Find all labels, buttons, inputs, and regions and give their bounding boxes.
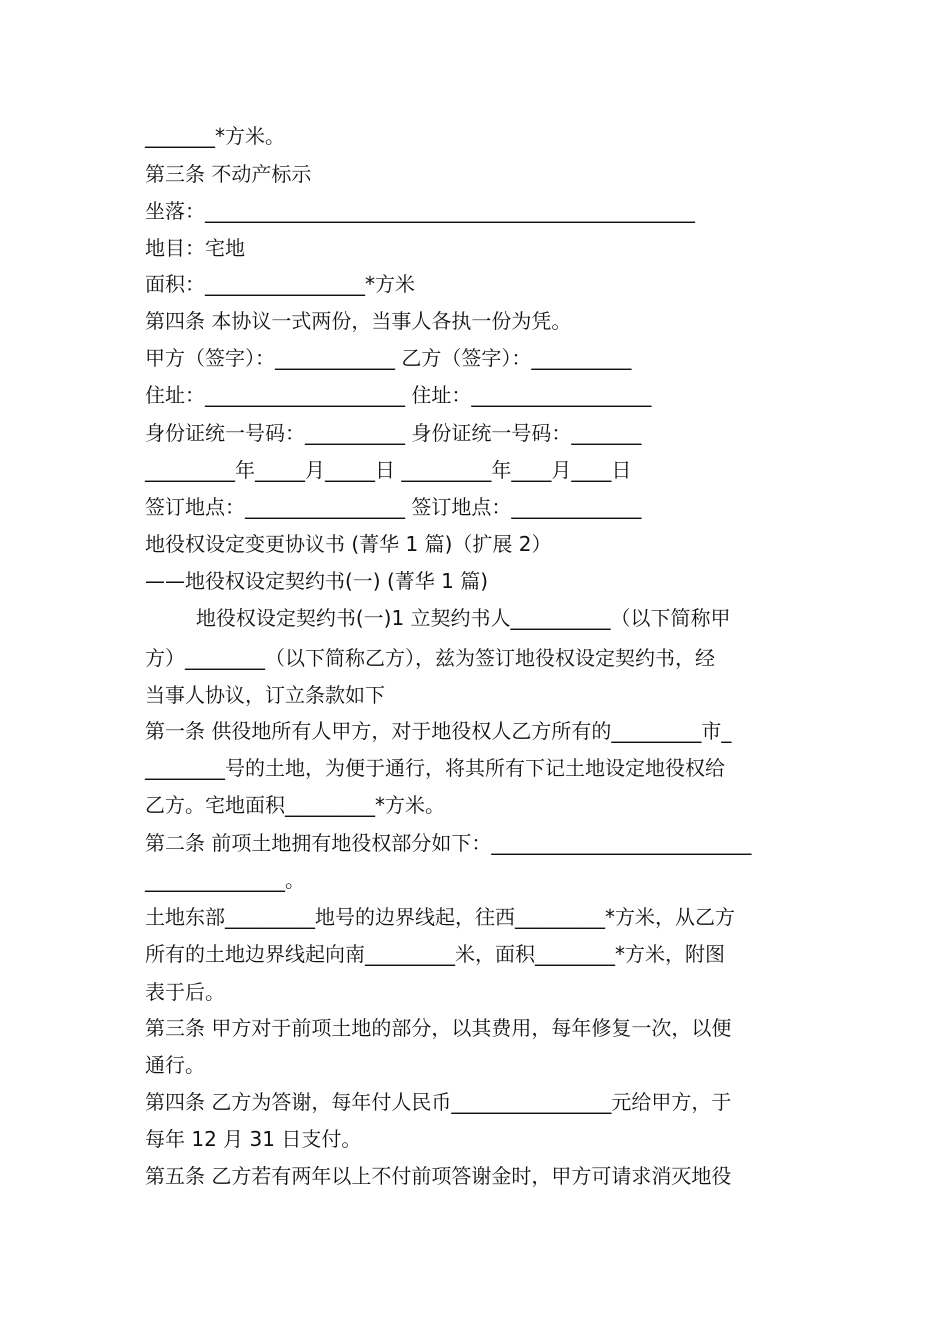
text-line: 坐落：_________________________________________________ bbox=[145, 199, 695, 223]
text-line: 第三条 不动产标示 bbox=[145, 162, 312, 186]
text-line: 甲方（签字）：____________ 乙方（签字）：__________ bbox=[145, 346, 632, 370]
text-line: 表于后。 bbox=[145, 980, 225, 1004]
text-line: 身份证统一号码：__________ 身份证统一号码：_______ bbox=[145, 421, 642, 445]
text-line: 签订地点：________________ 签订地点：_____________ bbox=[145, 495, 642, 519]
text-line: 住址：____________________ 住址：__________________ bbox=[145, 383, 652, 407]
text-line: 第四条 本协议一式两份，当事人各执一份为凭。 bbox=[145, 309, 572, 333]
section-heading: 地役权设定变更协议书 (菁华 1 篇)（扩展 2） bbox=[145, 532, 552, 556]
text-line: 面积：________________*方米 bbox=[145, 272, 415, 296]
text-line: _______*方米。 bbox=[145, 124, 285, 148]
text-line: 第二条 前项土地拥有地役权部分如下：__________________________ bbox=[145, 831, 752, 855]
text-line: 地目：宅地 bbox=[145, 236, 245, 260]
text-line: 第一条 供役地所有人甲方，对于地役权人乙方所有的_________市_ bbox=[145, 719, 732, 743]
text-line: 每年 12 月 31 日支付。 bbox=[145, 1127, 362, 1151]
section-heading: ——地役权设定契约书(一) (菁华 1 篇) bbox=[145, 569, 489, 593]
text-line: _________年_____月_____日 _________年____月____日 bbox=[145, 458, 632, 482]
text-line: 土地东部_________地号的边界线起，往西_________*方米，从乙方 bbox=[145, 905, 735, 929]
text-line: ________号的土地，为便于通行，将其所有下记土地设定地役权给 bbox=[145, 756, 725, 780]
text-line: 乙方。宅地面积_________*方米。 bbox=[145, 793, 445, 817]
text-line: 地役权设定契约书(一)1 立契约书人__________（以下简称甲 bbox=[145, 606, 731, 630]
text-line: 第三条 甲方对于前项土地的部分，以其费用，每年修复一次，以便 bbox=[145, 1016, 732, 1040]
text-line: 当事人协议，订立条款如下 bbox=[145, 683, 385, 707]
text-line: 方）________（以下简称乙方），兹为签订地役权设定契约书，经 bbox=[145, 646, 715, 670]
text-line: 通行。 bbox=[145, 1053, 205, 1077]
text-line: 第四条 乙方为答谢，每年付人民币________________元给甲方，于 bbox=[145, 1090, 732, 1114]
text-line: ______________。 bbox=[145, 868, 305, 892]
text-line: 第五条 乙方若有两年以上不付前项答谢金时，甲方可请求消灭地役 bbox=[145, 1164, 732, 1188]
text-line: 所有的土地边界线起向南_________米，面积________*方米，附图 bbox=[145, 942, 725, 966]
